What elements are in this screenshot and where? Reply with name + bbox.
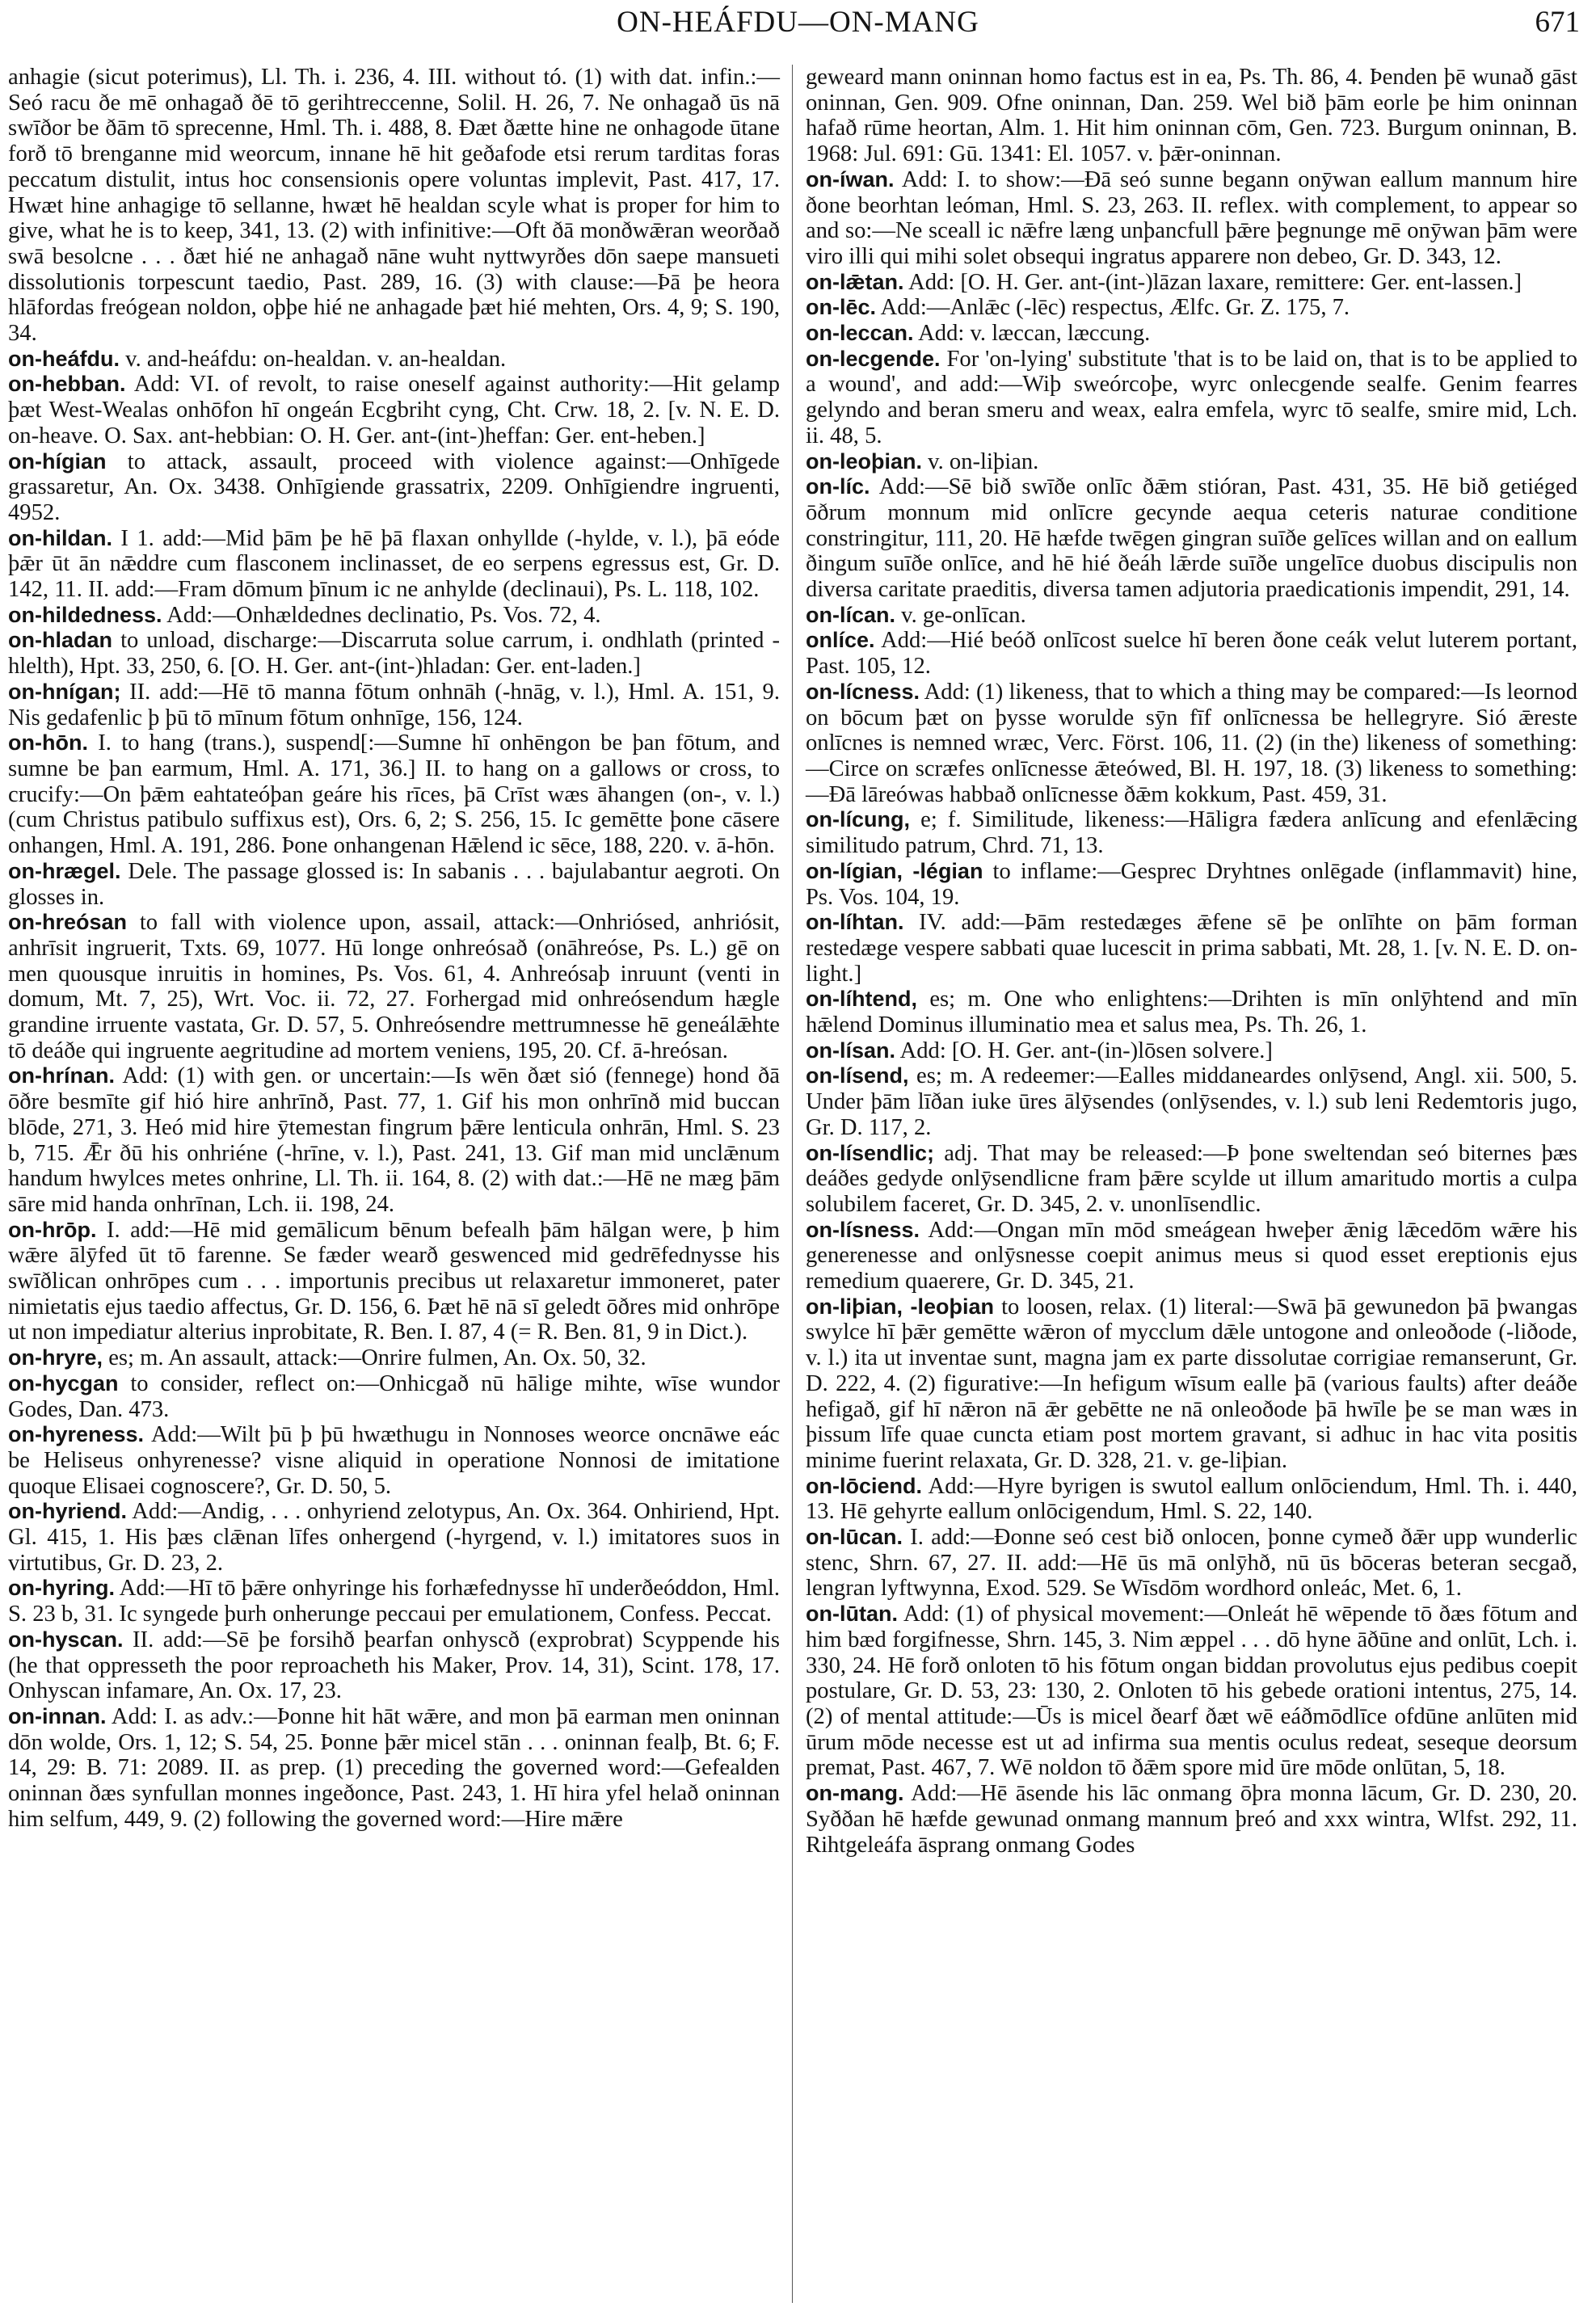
entry-headword: on-lēc. <box>806 295 877 320</box>
entry-body: Add: (1) likeness, that to which a thing may be compared:—Is leornod on bōcum þæt on þysse worulde sȳn fīf onlīcnessa be hellegryre. Sió ǣreste onlīcnes is nemned wræc, Verc. Först. 106, 11. (2) (in the) likeness of something:—Circe on scræfes onlīcnesse ǣteówed, Bl. H. 197, 18. (3) likeness to something:—Ðā lāreówas habbað onlīcnesse ðǣm kokkum, Past. 459, 31. <box>806 679 1577 807</box>
dictionary-entry <box>806 628 1577 679</box>
entry-headword: on-heáfdu. <box>8 346 120 371</box>
entry-body: es; m. An assault, attack:—Onrire fulmen, An. Ox. 50, 32. <box>108 1345 646 1371</box>
dictionary-entry <box>806 65 1577 167</box>
dictionary-entry <box>8 1704 780 1833</box>
entry-headword: on-hígian <box>8 448 107 474</box>
dictionary-entry <box>8 1063 780 1217</box>
entry-body: Dele. The passage glossed is: In sabanis . . . bajulabantur aegroti. On glosses in. <box>8 858 780 910</box>
dictionary-entry <box>8 603 780 629</box>
dictionary-entry <box>806 474 1577 603</box>
entry-headword: on-lǣtan. <box>806 269 904 294</box>
dictionary-entry <box>8 65 780 347</box>
entry-headword: on-hyscan. <box>8 1627 124 1652</box>
running-title: ON-HEÁFDU—ON-MANG <box>617 6 979 39</box>
entry-body: II. add:—Hē tō manna fōtum onhnāh (-hnāg, v. l.), Hml. A. 151, 9. Nis gedafenlic þ þū tō mīnum fōtum onhnīge, 156, 124. <box>8 679 780 730</box>
entry-headword: on-liþian, -leoþian <box>806 1294 994 1319</box>
dictionary-entry <box>8 628 780 679</box>
dictionary-entry <box>806 347 1577 449</box>
entry-headword: on-líhtan. <box>806 910 904 935</box>
entry-headword: on-íwan. <box>806 166 895 192</box>
entry-headword: on-hebban. <box>8 372 126 397</box>
dictionary-entry <box>806 1781 1577 1858</box>
entry-body: Add:—Anlǣc (-lēc) respectus, Ælfc. Gr. Z. 175, 7. <box>880 295 1350 321</box>
entry-headword: on-lícung, <box>806 807 910 832</box>
dictionary-entry <box>8 1371 780 1422</box>
entry-headword: on-hycgan <box>8 1370 119 1395</box>
entry-headword: on-hrōp. <box>8 1217 97 1242</box>
entry-headword: on-lecgende. <box>806 346 941 371</box>
entry-headword: on-lísan. <box>806 1038 896 1063</box>
entry-body: v. and-heáfdu: on-healdan. v. an-healdan. <box>125 346 507 372</box>
entry-body: Add: I. to show:—Ðā seó sunne begann onȳwan eallum mannum hire ðone beorhtan leóman, Hml. S. 23, 263. II. reflex. with complement, to appear so and so:—Ne sceall ic nǣfre læng unþancfull þǣre þegnunge mē onȳwan þām were viro illi qui mihi solet obsequi ingratus apparere non debeo, Gr. D. 343, 12. <box>806 166 1577 269</box>
entry-body: adj. That may be released:—Þ þone sweltendan seó biternes þæs deáðes gedyde onlȳsendlicne fram þǣre scylde ut illum amaritudo mortis a culpa solubilem faceret, Gr. D. 345, 2. v. unonlīsendlic. <box>806 1140 1578 1217</box>
entry-body: Add:—Onhældednes declinatio, Ps. Vos. 72, 4. <box>166 602 601 628</box>
dictionary-entry <box>806 1525 1577 1602</box>
entry-body: es; m. One who enlightens:—Drihten is mīn onlȳhtend and mīn hǣlend Dominus illuminatio mea et salus mea, Ps. Th. 26, 1. <box>806 987 1577 1038</box>
dictionary-entry <box>806 680 1577 808</box>
dictionary-entry <box>806 1294 1577 1474</box>
dictionary-entry <box>806 167 1577 270</box>
dictionary-entry <box>806 1218 1577 1294</box>
entry-headword: on-mang. <box>806 1781 904 1806</box>
dictionary-entry <box>806 1474 1577 1525</box>
dictionary-entry <box>806 1038 1577 1064</box>
entry-headword: on-lōciend. <box>806 1473 922 1498</box>
entry-body: to unload, discharge:—Discarruta solue carrum, i. ondhlath (printed -hlelth), Hpt. 33, 250, 6. [O. H. Ger. ant-(int-)hladan: Ger. ent-laden.] <box>8 628 780 680</box>
dictionary-entry <box>806 295 1577 321</box>
dictionary-entry <box>8 526 780 603</box>
entry-body: I. add:—Hē mid gemālicum bēnum befealh þām hālgan were, þ him wǣre ālȳfed ūt tō farenne. Se fæder wearð geswenced mid gedrēfednysse his swīðlican onhrōpes cum . . . importunis precibus ut relaxaretur immoneret, pater nimietatis ejus taedio affectus, Gr. D. 156, 6. Þæt hē nā sī geledt ōðres mid onhrōpe ut non impediatur alterius inprobitate, R. Ben. I. 87, 4 (= R. Ben. 81, 9 in Dict.). <box>8 1217 780 1345</box>
dictionary-entry <box>8 449 780 526</box>
dictionary-entry <box>806 270 1577 296</box>
dictionary-entry <box>806 603 1577 629</box>
entry-body: Add: (1) with gen. or uncertain:—Is wēn ðæt sió (fennege) hond ðā ōðre besmīte gif hió hire anhrīnð, Past. 77, 1. Gif his mon onhrīnð mid buccan blōde, 271, 3. Heó mid hire ȳtemestan fingrum þǣre lenticula onhrān, Hml. S. 23 b, 715. Ǣr ðū his onhriéne (-hrīne, v. l.), Past. 241, 13. Gif man mid unclǣnum handum hwylces metes onhrine, Ll. Th. ii. 164, 8. (2) with dat.:—Hē ne mæg þām sāre mid handa onhrīnan, Lch. ii. 198, 24. <box>8 1063 780 1217</box>
entry-body: to loosen, relax. (1) literal:—Swā þā gewunedon þā þwangas swylce hī þǣr gemētte wǣron of mycclum dǣle untogone and onleoðode (-liðode, v. l.) ita ut inventae sunt, magna jam ex parte dissolutae corrigiae remanserunt, Gr. D. 222, 4. (2) figurative:—In hefigum wīsum ealle þā (various faults) after deáðe hefigað, gif hī nǣron nā ǣr gebētte ne nā onleoðode þā hwīle þe se man wæs in þissum līfe quae cuncta etiam post mortem gravant, si adhuc in hac vita positis minime fuerint relaxata, Gr. D. 328, 21. v. ge-liþian. <box>806 1294 1577 1473</box>
dictionary-entry <box>8 910 780 1063</box>
entry-body: II. add:—Sē þe forsihð þearfan onhyscð (exprobrat) Scyppende his (he that oppresseth the poor reproacheth his Maker, Prov. 14, 31), Scint. 178, 17. Onhyscan infamare, An. Ox. 17, 23. <box>8 1627 780 1704</box>
entry-headword: on-hildedness. <box>8 602 162 627</box>
entry-body: Add:—Andig, . . . onhyriend zelotypus, An. Ox. 364. Onhiriend, Hpt. Gl. 415, 1. His þæs clǣnan līfes onhergend (-hyrgend, v. l.) imitatores suos in virtutibus, Gr. D. 23, 2. <box>8 1499 781 1576</box>
entry-headword: on-hladan <box>8 628 112 653</box>
dictionary-entry <box>8 680 780 730</box>
entry-headword: on-hreósan <box>8 910 128 935</box>
dictionary-entry <box>806 859 1577 910</box>
entry-headword: on-lícness. <box>806 679 920 704</box>
dictionary-entry <box>8 730 780 859</box>
entry-headword: on-lísend, <box>806 1063 909 1088</box>
entry-headword: on-leccan. <box>806 321 914 346</box>
dictionary-entry <box>806 321 1577 347</box>
page-number: 671 <box>1535 6 1580 39</box>
dictionary-entry <box>8 1422 780 1499</box>
entry-body: Add: v. læccan, læccung. <box>918 321 1151 347</box>
entry-headword: on-hnígan; <box>8 679 121 704</box>
dictionary-entry <box>806 807 1577 858</box>
entry-body: to fall with violence upon, assail, attack:—Onhriósed, anhriósit, anhrīsit ingruerit, Txts. 69, 1077. Hū longe onhreósað (onāhreóse, Ps. L.) gē on men quousque inruitis in homines, Ps. Vos. 61, 4. Anhreósaþ inruunt (venti in domum, Mt. 7, 25), Wrt. Voc. ii. 72, 27. Forhergad mid onhreósendum hægle grandine irruente vastata, Gr. D. 57, 5. Onhreósendre mettrumnesse hē geneálǣhte tō deáðe qui ingruente aegritudine ad mortem veniens, 195, 20. Cf. ā-hreósan. <box>8 910 780 1063</box>
entry-body: to inflame:—Gesprec Dryhtnes onlēgade (inflammavit) hine, Ps. Vos. 104, 19. <box>806 858 1577 910</box>
dictionary-entry <box>8 1627 780 1704</box>
entry-headword: on-lísness. <box>806 1217 920 1242</box>
entry-headword: on-hōn. <box>8 730 88 756</box>
dictionary-entry <box>8 347 780 373</box>
entry-headword: on-hildan. <box>8 525 112 550</box>
entry-body: e; f. Similitude, likeness:—Hāligra fædera anlīcung and efenlǣcing similitudo patrum, Chrd. 71, 13. <box>806 807 1578 859</box>
entry-headword: on-hrínan. <box>8 1063 115 1088</box>
entry-body: Add: [O. H. Ger. ant-(in-)lōsen solvere.] <box>899 1038 1273 1063</box>
dictionary-entry <box>8 859 780 910</box>
entry-body: Add: [O. H. Ger. ant-(int-)lāzan laxare, remittere: Ger. ent-lassen.] <box>908 269 1522 295</box>
entry-body: v. on-liþian. <box>928 448 1039 474</box>
entry-headword: on-lícan. <box>806 602 896 627</box>
entry-body: Add: VI. of revolt, to raise oneself against authority:—Hit gelamp þæt West-Wealas onhōfon hī ongeán Ecgbriht cyng, Cht. Crw. 18, 2. [v. N. E. D. on-heave. O. Sax. ant-hebbian: O. H. Ger. ant-(int-)heffan: Ger. ent-heben.] <box>8 372 780 448</box>
entry-headword: on-hyriend. <box>8 1499 127 1524</box>
entry-body: I. to hang (trans.), suspend[:—Sumne hī onhēngon be þan fōtum, and sumne be þan earmum, Hml. A. 171, 36.] II. to hang on a gallows or cross, to crucify:—On þǣm eahtateóþan geáre his rīces, þā Crīst wæs āhangen (on-, v. l.) (cum Christus patibulo suffixus est), Ors. 6, 2; S. 256, 15. Ic gemētte þone cāsere onhangen, Hml. A. 191, 286. Þone onhangenan Hǣlend ic sēce, 188, 220. v. ā-hōn. <box>8 730 780 859</box>
entry-headword: on-lígian, -légian <box>806 858 983 883</box>
dictionary-entry <box>8 1499 780 1576</box>
entry-body: Add: I. as adv.:—Þonne hit hāt wǣre, and mon þā earman men oninnan dōn wolde, Ors. 1, 12; S. 54, 25. Þonne þǣr micel stān . . . oninnan fealþ, Bt. 6; F. 14, 29: B. 71: 2089. II. as prep. (1) preceding the governed word:—Gefealden oninnan ðæs synfullan monnes ingeðonce, Past. 243, 1. Hī hira yfel helað oninnan him selfum, 449, 9. (2) following the governed word:—Hire mǣre <box>8 1704 780 1832</box>
entry-headword: on-hryre, <box>8 1345 103 1370</box>
entry-body: Add:—Hī tō þǣre onhyringe his forhæfednysse hī underðeóddon, Hml. S. 23 b, 31. Ic syngede þurh onherunge peccaui per emulationem, Confess. Peccat. <box>8 1576 780 1627</box>
entry-headword: on-hyring. <box>8 1576 115 1601</box>
dictionary-entry <box>806 1063 1577 1140</box>
entry-headword: on-lūtan. <box>806 1602 898 1627</box>
entry-headword: on-hrægel. <box>8 858 121 883</box>
entry-body: Add: (1) of physical movement:—Onleát hē wēpende tō ðæs fōtum and him bæd forgifnesse, Shrn. 145, 3. Nim æppel . . . dō hyne āðūne and onlūt, Lch. i. 330, 24. Hē forð onloten tō his fōtum ongan biddan provolutus ejus pedibus coepit postulare, Gr. D. 53, 23: 130, 2. Onloten tō his gebede orationi intentus, 275, 14. (2) of mental attitude:—Ūs is micel ðearf ðæt wē eáðmōdlīce ofdūne anlūten mid ūrum mōde necesse est ut ad infirma sua mentis oculus redeat, seseque deorsum premat, Past. 467, 7. Wē noldon tō ðǣm spore mid ūre mōde onlūtan, 5, 18. <box>806 1602 1577 1781</box>
dictionary-entry <box>806 1141 1577 1218</box>
entry-body: Add:—Hié beóð onlīcost suelce hī beren ðone ceák velut luterem portant, Past. 105, 12. <box>806 628 1577 680</box>
entry-body: IV. add:—Þām restedæges ǣfene sē þe onlīhte on þām forman restedæge vespere sabbati quae lucescit in prima sabbati, Mt. 28, 1. [v. N. E. D. on-light.] <box>806 910 1577 987</box>
entry-body: For 'on-lying' substitute 'that is to be laid on, that is to be applied to a wound', and add:—Wiþ sweórcoþe, wyrc onlecgende sealfe. Genim fearres gelyndo and beran smeru and weax, ealra emfela, wyrc tō sealfe, smire mid, Lch. ii. 48, 5. <box>806 346 1577 448</box>
entry-headword: on-líhtend, <box>806 987 917 1012</box>
entry-body: Add:—Hē āsende his lāc onmang ōþra monna lācum, Gr. D. 230, 20. Syððan hē hæfde gewunad onmang mannum þreó and xxx wintra, Wlfst. 292, 11. Rihtgeleáfa āsprang onmang Godes <box>806 1781 1577 1858</box>
entry-body: anhagie (sicut poterimus), Ll. Th. i. 236, 4. III. without tó. (1) with dat. infin.:—Seó racu ðe mē onhagað ðē tō gerihtreccenne, Solil. H. 26, 7. Ne onhagað ūs nā swīðor be ðām tō sprecenne, Hml. Th. i. 488, 8. Ðæt ðætte hine ne onhagode ūtane forð tō brenganne mid weorcum, innane hē hit geðafode etsi rerum tarditas foras peccatum distulit, intus hoc consensionis opere voluntas implevit, Past. 417, 17. Hwæt hine anhagige tō sellanne, hwæt hē healdan scyle what is proper for him to give, what he is to keep, 341, 13. (2) with infinitive:—Oft ðā monðwǣran weorðað swā besolcne . . . ðæt hié ne anhagað nāne wuht nyttwyrðes dōn saepe mansueti dissolutionis torpescunt taedio, Past. 289, 16. (3) with clause:—Þā þe heora hlāfordas freógean noldon, oþþe hié ne anhagade þæt hié mehten, Ors. 4, 9; S. 190, 34. <box>8 65 780 347</box>
dictionary-entry <box>806 449 1577 475</box>
entry-headword: on-líc. <box>806 474 870 499</box>
entry-body: geweard mann oninnan homo factus est in ea, Ps. Th. 86, 4. Þenden þē wunað gāst oninnan, Gen. 909. Ofne oninnan, Dan. 259. Wel bið þām eorle þe him oninnan hafað rūme heortan, Alm. 1. Hit him oninnan cōm, Gen. 723. Burgum oninnan, B. 1968: Jul. 691: Gū. 1341: El. 1057. v. þǣr-oninnan. <box>806 65 1577 167</box>
entry-headword: on-leoþian. <box>806 448 922 474</box>
entry-headword: on-hyreness. <box>8 1422 145 1447</box>
entry-body: Add:—Wilt þū þ þū hwæthugu in Nonnoses weorce oncnāwe eác be Heliseus onhyrenesse? visne aliquid in operatione Nonnosi de imitatione quoque Elisaei cognoscere?, Gr. D. 50, 5. <box>8 1422 781 1499</box>
entry-body: I. add:—Ðonne seó cest bið onlocen, þonne cymeð ðǣr upp wunderlic stenc, Shrn. 67, 27. II. add:—Hē ūs mā onlȳhð, nū ūs bōceras beteran secgað, lengran lyftwynna, Exod. 529. Se Wīsdōm wordhord onleác, Met. 6, 1. <box>806 1525 1577 1602</box>
entry-headword: onlíce. <box>806 628 875 653</box>
page-header <box>0 5 1596 45</box>
entry-body: es; m. A redeemer:—Ealles middaneardes onlȳsend, Angl. xii. 500, 5. Under þām līðan iuke ūres ālȳsendes (onlȳsendes, v. l.) sub leni Redemtoris jugo, Gr. D. 117, 2. <box>806 1063 1577 1140</box>
entry-body: Add:—Ongan mīn mōd smeágean hweþer ǣnig lǣcedōm wǣre his generenesse and onlȳsnesse coepit animus meus si quod esset ereptionis ejus remedium quaerere, Gr. D. 345, 21. <box>806 1217 1577 1294</box>
dictionary-entry <box>806 987 1577 1038</box>
entry-headword: on-lūcan. <box>806 1525 903 1550</box>
column-divider <box>792 65 793 2303</box>
entry-body: to attack, assault, proceed with violence against:—Onhīgede grassaretur, An. Ox. 3438. Onhīgiende grassatrix, 2209. Onhīgiendre ingruenti, 4952. <box>8 448 780 525</box>
right-column <box>806 65 1577 1858</box>
entry-body: Add:—Hyre byrigen is swutol eallum onlōciendum, Hml. Th. i. 440, 13. Hē gehyrte eallum onlōcigendum, Hml. S. 22, 140. <box>806 1473 1577 1525</box>
entry-body: Add:—Sē bið swīðe onlīc ðǣm stióran, Past. 431, 35. Hē bið getiéged ōðrum monnum mid onlīcre gecynde aequa ceteris naturae conditione constringitur, 111, 20. Hē hæfde twēgen gingran suīðe gelīces willan and on eallum ðingum suīðe onlīce, and hē hié ðeáh lǣrde suīðe ungelīce duobus discipulis non diversa caritate praeditis, diversa tamen adjutoria praedicationis impendit, 291, 14. <box>806 474 1577 603</box>
entry-headword: on-lísendlic; <box>806 1140 935 1165</box>
dictionary-entry <box>806 1602 1577 1781</box>
entry-body: to consider, reflect on:—Onhicgað nū hālige mihte, wīse wundor Godes, Dan. 473. <box>8 1370 780 1422</box>
dictionary-entry <box>806 910 1577 987</box>
entry-body: I 1. add:—Mid þām þe hē þā flaxan onhyllde (-hylde, v. l.), þā eóde þǣr ūt ān nǣddre cum flasconem inclinasset, de eo serpens egressus est, Gr. D. 142, 11. II. add:—Fram dōmum þīnum ic ne anhylde (declinaui), Ps. L. 118, 102. <box>8 525 780 603</box>
dictionary-entry <box>8 1576 780 1627</box>
entry-headword: on-innan. <box>8 1704 107 1728</box>
entry-body: v. ge-onlīcan. <box>901 602 1026 628</box>
dictionary-entry <box>8 372 780 448</box>
left-column <box>8 65 780 1833</box>
dictionary-entry <box>8 1218 780 1346</box>
dictionary-entry <box>8 1345 780 1371</box>
